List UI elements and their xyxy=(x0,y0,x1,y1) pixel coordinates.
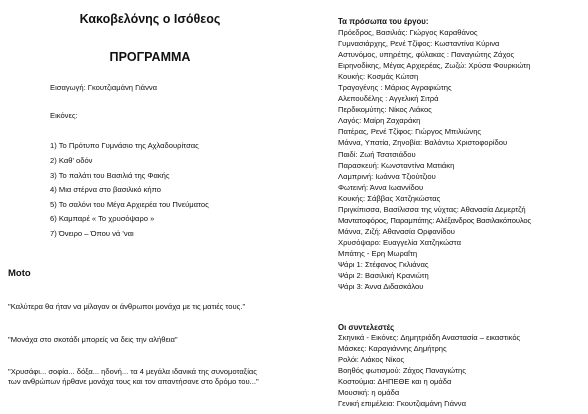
credit-entry: Μάσκες: Καραγιάννης Δημήτρης xyxy=(338,344,447,354)
cast-entry: Ψάρι 1: Στέφανος Γκλιάνας xyxy=(338,259,429,269)
cast-entry: Φωτεινή: Άννα Ιωαννίδου xyxy=(338,182,424,192)
cast-entry: Λαμπρινή: Ιωάννα Τζιούτζιου xyxy=(338,171,436,181)
cast-entry: Μάννα, Ζιζή: Αθανασία Ορφανίδου xyxy=(338,226,455,236)
program-heading: ΠΡΟΓΡΑΜΜΑ xyxy=(109,50,191,64)
scene-item: 7) Όνειρο – Όπου νά 'ναι xyxy=(50,229,134,238)
cast-entry: Παρασκευή: Κωνσταντίνα Ματιάκη xyxy=(338,160,455,170)
intro-line: Εισαγωγή: Γκουτζιαμάνη Γιάννα xyxy=(50,83,158,92)
cast-entry: Μπάτης - Ερη Μωραΐτη xyxy=(338,248,418,258)
scene-item: 3) Το παλάτι του Βασιλιά της Φακής xyxy=(50,171,170,180)
credit-entry: Ρολόι: Λιάκος Νίκος xyxy=(338,355,405,365)
cast-entry: Πρόεδρος, Βασιλιάς: Γιώργος Καραθάνος xyxy=(338,28,478,37)
scene-item: 2) Καθ' οδόν xyxy=(50,156,93,165)
play-title: Κακοβελόνης ο Ισόθεος xyxy=(79,12,221,26)
cast-entry: Αλεπουδέλης : Αγγελική Σιτρά xyxy=(338,94,439,104)
quote-2: "Μονάχα στο σκοτάδι μπορείς να δεις την αλήθεια" xyxy=(8,335,178,344)
scenes-label: Εικόνες: xyxy=(50,111,78,120)
cast-entry: Κουκής: Σάββας Χατζηκώστας xyxy=(338,193,441,203)
cast-entry: Μάννα, Υπατία, Ζηνοβία: Βαλάντω Χριστοφορίδου xyxy=(338,138,508,148)
cast-entry: Πατέρας, Ρενέ Τζίφος: Γιώργος Μπιλιώνης xyxy=(338,127,482,137)
cast-entry: Γυμνασιάρχης, Ρενέ Τζίφος: Κωσταντίνα Κύρινα xyxy=(338,39,500,49)
credit-entry: Μουσική: η ομάδα xyxy=(338,388,400,398)
cast-entry: Τραγογένης : Μάριος Αγραφιώτης xyxy=(338,83,452,93)
cast-entry: Λαγός: Μαίρη Ζαχαράκη xyxy=(338,116,421,126)
credit-entry: Βοηθός φωτισμού: Ζάχος Παναγιώτης xyxy=(338,366,466,376)
cast-entry: Ειρηνοδίκης, Μέγας Αρχιερέας, Ζωζώ: Χρύσα Φουρκιώτη xyxy=(338,61,531,71)
cast-entry: Παιδί: Ζωή Τσατσιάδου xyxy=(338,149,416,159)
cast-entry: Μαντατοφόρος, Παραμπάτης: Αλέξανδρος Βασιλακόπουλος xyxy=(338,215,531,225)
scene-item: 5) Το σαλόνι του Μέγα Αρχιερέα του Πνεύματος xyxy=(50,200,209,209)
credit-entry: Κοστούμια: ΔΗΠΕΘΕ και η ομάδα xyxy=(338,377,452,387)
scene-item: 4) Μια στέρνα στο βασιλικό κήπο xyxy=(50,185,162,194)
cast-entry: Περδικομύτης: Νίκος Λιάκος xyxy=(338,105,432,115)
credit-entry: Σκηνικά - Εικόνες: Δημητριάδη Αναστασία – εικαστικός xyxy=(338,333,521,342)
cast-entry: Ψάρι 2: Βασιλική Κρανιώτη xyxy=(338,271,429,281)
moto-heading: Moto xyxy=(8,268,31,279)
credit-entry: Γενική επιμέλεια: Γκουτζιαμάνη Γιάννα xyxy=(338,399,466,409)
quote-3-line-1: "Χρυσάφι... σοφία... δόξα... ηδονή... τα 4 μεγάλα ιδανικά της συνομοταξίας xyxy=(8,367,257,376)
credits-list xyxy=(338,332,520,409)
quote-3-line-2: των ανθρώπων ήρθανε μονάχα τους και τον απαντήσανε στο δρόμο του..." xyxy=(8,377,259,386)
cast-list xyxy=(338,27,531,292)
cast-entry: Χρυσόψαρο: Ευαγγελία Χατζηκώστα xyxy=(338,237,461,247)
cast-entry: Αστυνόμος, υπηρέτης, φύλακας : Παναγιώτης Ζάχος xyxy=(338,50,515,60)
cast-entry: Κουκής: Κοσμάς Κώτση xyxy=(338,72,419,82)
cast-heading: Τα πρόσωπα του έργου: xyxy=(338,17,429,26)
credits-heading: Οι συντελεστές xyxy=(338,323,395,332)
cast-entry: Ψάρι 3: Άννα Διδασκάλου xyxy=(338,282,424,292)
scene-item: 1) Το Πρότυπο Γυμνάσιο της Αχλαδουρίτσας xyxy=(50,141,199,150)
quote-1: "Καλύτερα θα ήταν να μίλαγαν οι άνθρωποι μονάχα με τις ματιές τους." xyxy=(8,302,246,311)
cast-entry: Πριγκίπισσα, Βασίλισσα της νύχτας: Αθανασία Δεμερτζή xyxy=(338,204,526,214)
scene-item: 6) Καμπαρέ « Το χρυσόψαρο » xyxy=(50,214,155,223)
